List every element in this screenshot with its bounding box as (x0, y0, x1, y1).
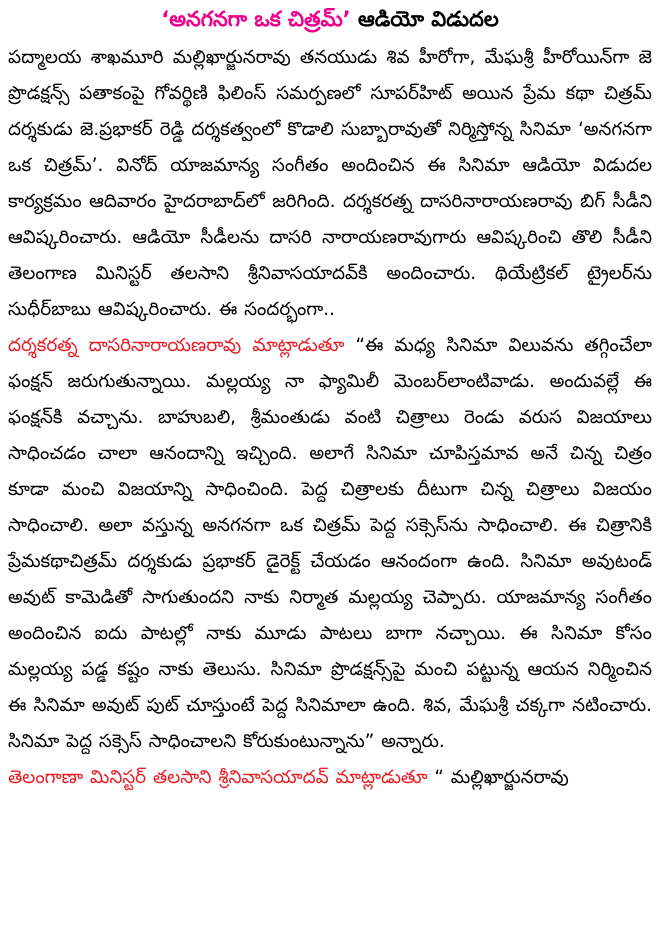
speaker-name-talasani: తెలంగాణా మినిస్టర్ తలసాని శ్రీనివాసయాదవ్ మాట్లాడుతూ (8, 767, 428, 788)
quote-text-talasani: “ మల్లిఖార్జునరావు (427, 767, 569, 788)
article-headline (8, 2, 652, 36)
headline-event-text: ఆడియో విడుదల (350, 7, 499, 31)
article-paragraph-quote-talasani (8, 760, 652, 796)
article-paragraph-quote-dasari (8, 328, 652, 760)
headline-movie-title: ‘అనగనగా ఒక చిత్రమ్’ (161, 7, 351, 31)
quote-text-dasari: “ఈ మధ్య సినిమా విలువను తగ్గించేలా ఫంక్షన్ జరుగుతున్నాయి. మల్లయ్య నా ఫ్యామిలీ మెంబర్‌లాంటివాడు. అందువల్లే ఈ ఫంక్షన్‌కి వచ్చాను. బాహుబలి, శ్రీమంతుడు వంటి చిత్రాలు రెండు వరుస విజయాలు సాధించడం చాలా ఆనందాన్ని ఇచ్చింది. అలాగే సినిమా చూపిస్తమావ అనే చిన్న చిత్రం కూడా మంచి విజయాన్ని సాధించింది. పెద్ద చిత్రాలకు దీటుగా చిన్న చిత్రాలు విజయం సాధించాలి. అలా వస్తున్న అనగనగా ఒక చిత్రమ్ పెద్ద సక్సెస్‌ను సాధించాలి. ఈ చిత్రానికి ప్రేమకథాచిత్రమ్ దర్శకుడు ప్రభాకర్ డైరెక్ట్ చేయడం ఆనందంగా ఉంది. సినిమా అవుటండ్ అవుట్ కామెడితో సాగుతుందని నాకు నిర్మాత మల్లయ్య చెప్పారు. యాజమాన్య సంగీతం అందించిన ఐదు పాటల్లో నాకు మూడు పాటలు బాగా నచ్చాయి. ఈ సినిమా కోసం మల్లయ్య పడ్డ కష్టం నాకు తెలుసు. సినిమా ప్రొడక్షన్స్‌పై మంచి పట్టున్న ఆయన నిర్మించిన ఈ సినిమా అవుట్ పుట్ చూస్తుంటే పెద్ద సినిమాలా ఉంది. శివ, మేఘశ్రీ చక్కగా నటించారు. సినిమా పెద్ద సక్సెస్ సాధించాలని కోరుకుంటున్నాను” అన్నారు. (8, 335, 652, 752)
speaker-name-dasari: దర్శకరత్న దాసరినారాయణరావు మాట్లాడుతూ (8, 335, 345, 356)
article-paragraph-intro: పద్మాలయ శాఖమూరి మల్లిఖార్జునరావు తనయుడు శివ హీరోగా, మేఘశ్రీ హీరోయిన్‌గా జె ప్రొడక్షన్స్ పతాకంపై గోవర్థిణి ఫిలింస్ సమర్పణలో సూపర్‌హిట్ అయిన ప్రేమ కథా చిత్రమ్ దర్శకుడు జె.ప్రభాకర్ రెడ్డి దర్శకత్వంలో కొడాలి సుబ్బారావుతో నిర్మిస్తోన్న సినిమా ‘అనగనగా ఒక చిత్రమ్’. వినోద్ యాజమాన్య సంగీతం అందించిన ఈ సినిమా ఆడియో విడుదల కార్యక్రమం ఆదివారం హైదరాబాద్‌లో జరిగింది. దర్శకరత్న దాసరినారాయణరావు బిగ్ సీడీని ఆవిష్కరించారు. ఆడియో సీడీలను దాసరి నారాయణరావుగారు ఆవిష్కరించి తొలి సీడీని తెలంగాణ మినిస్టర్ తలసాని శ్రీనివాసయాదవ్‌కి అందించారు. థియేట్రికల్ ట్రైలర్‌ను సుధీర్‌బాబు ఆవిష్కరించారు. ఈ సందర్భంగా.. (8, 47, 652, 320)
